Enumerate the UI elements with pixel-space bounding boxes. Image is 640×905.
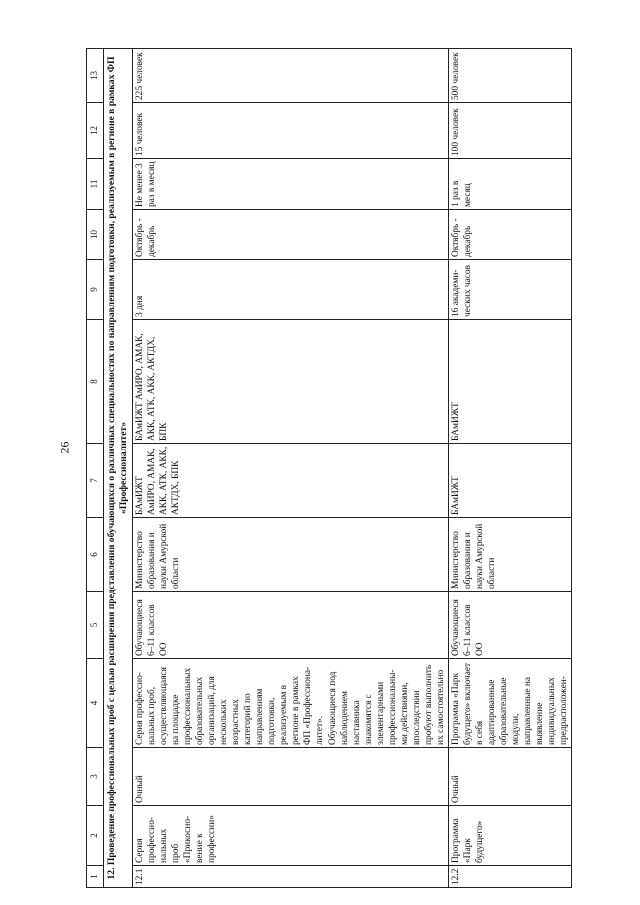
col-number: 9 <box>87 260 104 320</box>
event-description: Серия профессио-нальных проб, осуществляющаяся на площадке профессиональных образовательных организаций, для нескольких возрастных категорий по направлениям подготовки, реализуемым в регионе в рамках ФП «Профессиона-литет». Обучающиеся под наблюдением наставника знакомятся с элементарными профессиональны-ми действиями, впоследствии пробуют выполнить их самостоятельно <box>133 659 449 748</box>
col-number: 10 <box>87 210 104 260</box>
col-number: 5 <box>87 592 104 659</box>
event-name: Программа «Парк будущего» <box>448 806 571 866</box>
section-row <box>104 49 133 888</box>
col-number: 7 <box>87 444 104 518</box>
col-number: 6 <box>87 518 104 592</box>
col-number: 1 <box>87 866 104 888</box>
col-number: 2 <box>87 806 104 866</box>
event-col7: БАмИЖТ АмИРО, АМАК, АКК, АТК, АКК, АКТДХ, БПК <box>133 444 449 518</box>
row-number: 12.1 <box>133 866 449 888</box>
col-number: 4 <box>87 659 104 748</box>
table-row <box>133 49 449 888</box>
event-col8: БАмИЖТ АмИРО, АМАК, АКК, АТК, АКК, АКТДХ, БПК <box>133 320 449 444</box>
event-col13: 225 человек <box>133 49 449 103</box>
events-table <box>86 48 572 888</box>
col-number: 3 <box>87 748 104 806</box>
event-period: Октябрь - декабрь <box>448 210 571 260</box>
event-organizer: Министерство образования и науки Амурской области <box>448 518 571 592</box>
col-number: 13 <box>87 49 104 103</box>
event-col8: БАмИЖТ <box>448 320 571 444</box>
event-col12: 15 человек <box>133 103 449 159</box>
row-number: 12.2 <box>448 866 571 888</box>
event-duration: 16 академи-ческих часов <box>448 260 571 320</box>
event-frequency: Не менее 3 раз в месяц <box>133 159 449 210</box>
event-organizer: Министерство образования и науки Амурской области <box>133 518 449 592</box>
event-form: Очный <box>133 748 449 806</box>
section-title: 12. Проведение профессиональных проб с целью расширения представления обучающихся о различных специальностях по направлениям подготовки, реализуемым в регионе в рамках ФП «Профессионалитет» <box>104 49 133 888</box>
col-number: 11 <box>87 159 104 210</box>
page-number: 26 <box>57 441 72 454</box>
rotated-table-wrapper <box>86 49 570 888</box>
event-name: Серия профессио-нальных проб «Прикосно-вение к профессии» <box>133 806 449 866</box>
event-col7: БАмИЖТ <box>448 444 571 518</box>
event-duration: 3 дня <box>133 260 449 320</box>
event-col12: 100 человек <box>448 103 571 159</box>
table-row <box>448 49 571 888</box>
col-number: 8 <box>87 320 104 444</box>
col-number: 12 <box>87 103 104 159</box>
column-number-row <box>87 49 104 888</box>
event-col13: 500 человек <box>448 49 571 103</box>
event-frequency: 1 раз в месяц <box>448 159 571 210</box>
event-period: Октябрь - декабрь <box>133 210 449 260</box>
event-participants: Обучающиеся 6–11 классов ОО <box>448 592 571 659</box>
event-form: Очный <box>448 748 571 806</box>
event-participants: Обучающиеся 6–11 классов ОО <box>133 592 449 659</box>
event-description: Программа «Парк будущего» включает в себя адаптированные образовательные модули, направленные на выявление индивидуальных предрасположен- <box>448 659 571 748</box>
